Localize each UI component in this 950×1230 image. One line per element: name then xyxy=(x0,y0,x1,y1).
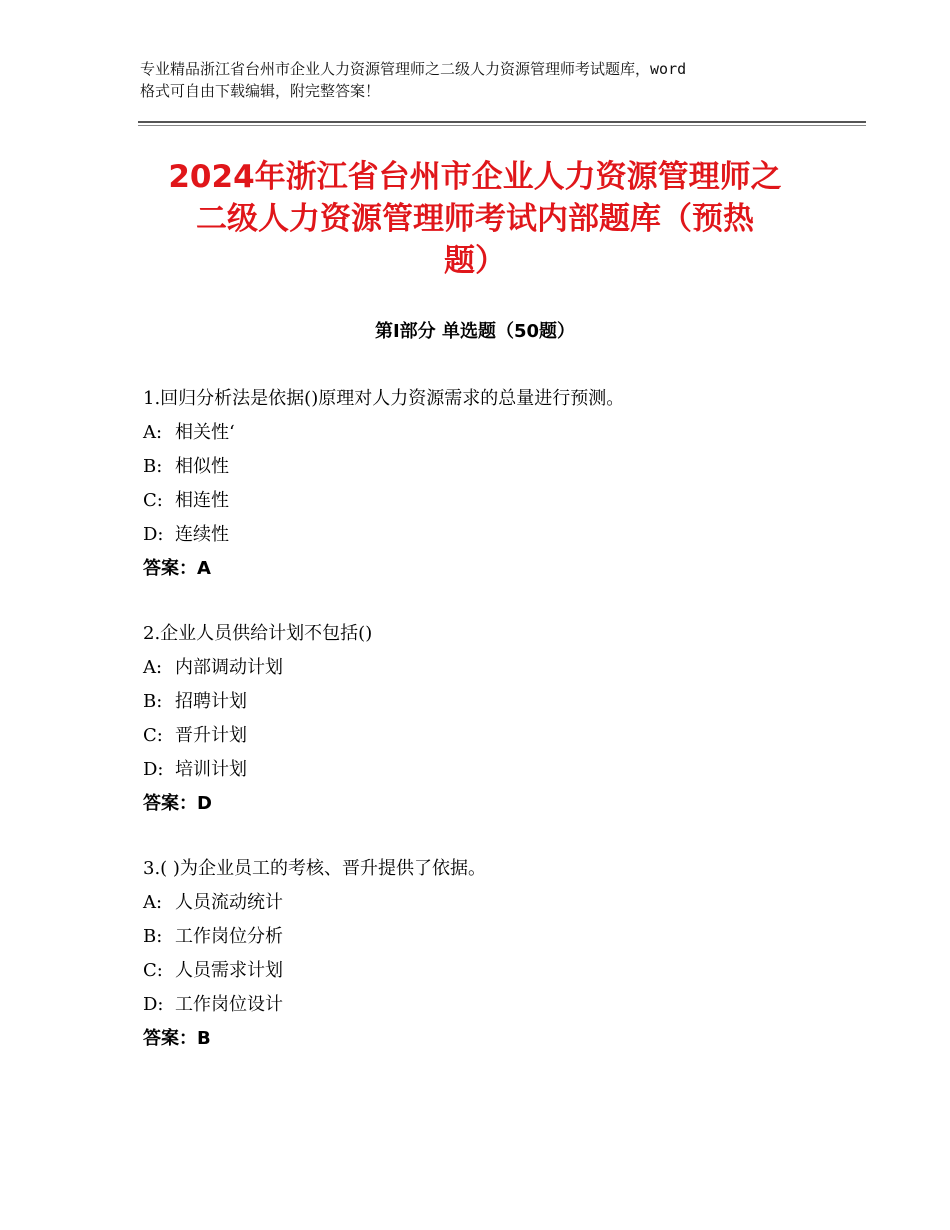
option-letter: C: xyxy=(143,960,163,981)
answer xyxy=(143,1022,843,1056)
question-3 xyxy=(143,852,843,1056)
section-heading: 第Ⅰ部分 单选题（50题） xyxy=(374,321,575,342)
option-d xyxy=(143,518,843,552)
option-letter: D: xyxy=(143,524,164,545)
question-1 xyxy=(143,382,843,586)
option-letter: A: xyxy=(143,422,163,443)
question-list xyxy=(143,382,843,1087)
option-text: 人员需求计划 xyxy=(175,960,283,981)
option-letter: A: xyxy=(143,657,163,678)
option-letter: D: xyxy=(143,994,164,1015)
option-text: 相连性 xyxy=(175,490,229,511)
header-note-line: 专业精品浙江省台州市企业人力资源管理师之二级人力资源管理师考试题库，word xyxy=(140,60,687,78)
header-divider xyxy=(138,121,866,123)
option-b xyxy=(143,685,843,719)
title-line: 2024年浙江省台州市企业人力资源管理师之 xyxy=(168,159,782,195)
option-c xyxy=(143,954,843,988)
option-letter: A: xyxy=(143,892,163,913)
header-divider-thin xyxy=(138,125,866,126)
option-d xyxy=(143,988,843,1022)
option-text: 连续性 xyxy=(175,524,229,545)
title-line: 题） xyxy=(444,243,506,279)
header-note-line: 格式可自由下载编辑，附完整答案！ xyxy=(140,82,381,100)
option-letter: B: xyxy=(143,456,163,477)
option-c xyxy=(143,484,843,518)
option-text: 相关性‘ xyxy=(175,422,235,443)
option-a xyxy=(143,651,843,685)
answer-value: A xyxy=(197,558,211,579)
option-letter: C: xyxy=(143,725,163,746)
question-stem: 3.( )为企业员工的考核、晋升提供了依据。 xyxy=(143,858,486,879)
answer-label: 答案： xyxy=(143,793,197,814)
answer xyxy=(143,552,843,586)
option-b xyxy=(143,920,843,954)
option-a xyxy=(143,416,843,450)
option-d xyxy=(143,753,843,787)
option-letter: D: xyxy=(143,759,164,780)
option-text: 培训计划 xyxy=(175,759,247,780)
header-note xyxy=(140,58,830,102)
title-line: 二级人力资源管理师考试内部题库（预热 xyxy=(196,201,754,237)
option-letter: C: xyxy=(143,490,163,511)
question-2 xyxy=(143,617,843,821)
option-text: 人员流动统计 xyxy=(175,892,283,913)
answer-label: 答案： xyxy=(143,558,197,579)
option-a xyxy=(143,886,843,920)
question-stem: 1.回归分析法是依据()原理对人力资源需求的总量进行预测。 xyxy=(143,388,625,409)
option-text: 内部调动计划 xyxy=(175,657,283,678)
option-text: 招聘计划 xyxy=(175,691,247,712)
option-b xyxy=(143,450,843,484)
option-text: 相似性 xyxy=(175,456,229,477)
option-letter: B: xyxy=(143,691,163,712)
option-text: 工作岗位分析 xyxy=(175,926,283,947)
answer xyxy=(143,787,843,821)
option-text: 晋升计划 xyxy=(175,725,247,746)
answer-value: B xyxy=(197,1028,211,1049)
document-title xyxy=(120,156,830,282)
option-text: 工作岗位设计 xyxy=(175,994,283,1015)
answer-value: D xyxy=(197,793,212,814)
question-stem: 2.企业人员供给计划不包括() xyxy=(143,623,373,644)
option-c xyxy=(143,719,843,753)
answer-label: 答案： xyxy=(143,1028,197,1049)
option-letter: B: xyxy=(143,926,163,947)
